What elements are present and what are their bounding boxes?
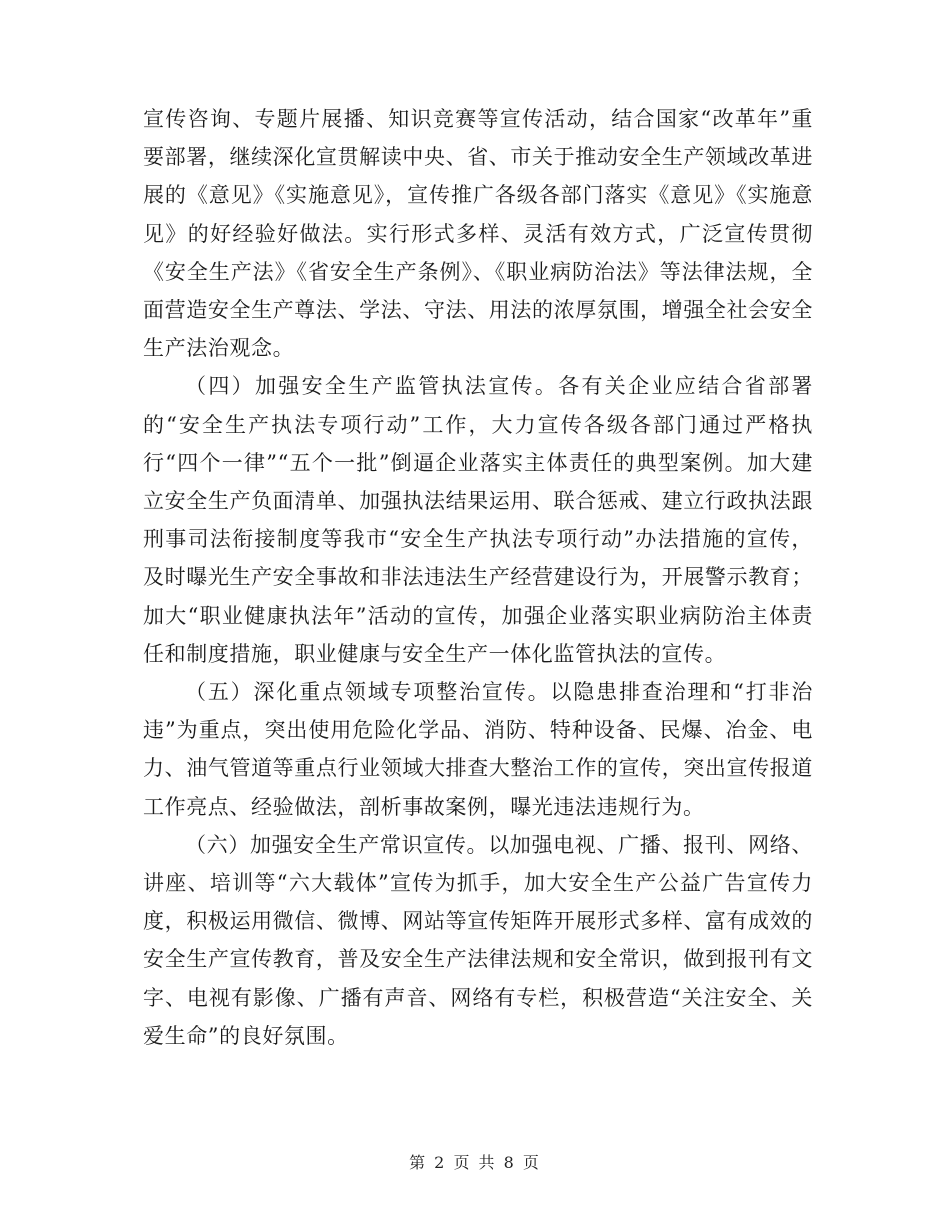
paragraph-section-5: （五）深化重点领域专项整治宣传。以隐患排查治理和“打非治违”为重点，突出使用危险化学品、消防、特种设备、民爆、冶金、电力、油气管道等重点行业领域大排查大整治工作的宣传，突出宣传报道工作亮点、经验做法，剖析事故案例，曝光违法违规行为。 <box>143 680 813 819</box>
paragraph-continuation: 宣传咨询、专题片展播、知识竞赛等宣传活动，结合国家“改革年”重要部署，继续深化宣贯解读中央、省、市关于推动安全生产领域改革进展的《意见》《实施意见》，宣传推广各级各部门落实《意见》《实施意见》的好经验好做法。实行形式多样、灵活有效方式，广泛宣传贯彻《安全生产法》《省安全生产条例》、《职业病防治法》等法律法规，全面营造安全生产尊法、学法、守法、用法的浓厚氛围，增强全社会安全生产法治观念。 <box>143 107 813 361</box>
document-body <box>143 100 813 1055</box>
paragraph-section-6: （六）加强安全生产常识宣传。以加强电视、广播、报刊、网络、讲座、培训等“六大载体”宣传为抓手，加大安全生产公益广告宣传力度，积极运用微信、微博、网站等宣传矩阵开展形式多样、富有成效的安全生产宣传教育，普及安全生产法律法规和安全常识，做到报刊有文字、电视有影像、广播有声音、网络有专栏，积极营造“关注安全、关爱生命”的良好氛围。 <box>143 832 813 1048</box>
paragraph-section-4: （四）加强安全生产监管执法宣传。各有关企业应结合省部署的“安全生产执法专项行动”工作，大力宣传各级各部门通过严格执行“四个一律”“五个一批”倒逼企业落实主体责任的典型案例。加大建立安全生产负面清单、加强执法结果运用、联合惩戒、建立行政执法跟刑事司法衔接制度等我市“安全生产执法专项行动”办法措施的宣传，及时曝光生产安全事故和非法违法生产经营建设行为，开展警示教育；加大“职业健康执法年”活动的宣传，加强企业落实职业病防治主体责任和制度措施，职业健康与安全生产一体化监管执法的宣传。 <box>143 374 813 666</box>
page-number-footer: 第 2 页 共 8 页 <box>409 1153 541 1172</box>
